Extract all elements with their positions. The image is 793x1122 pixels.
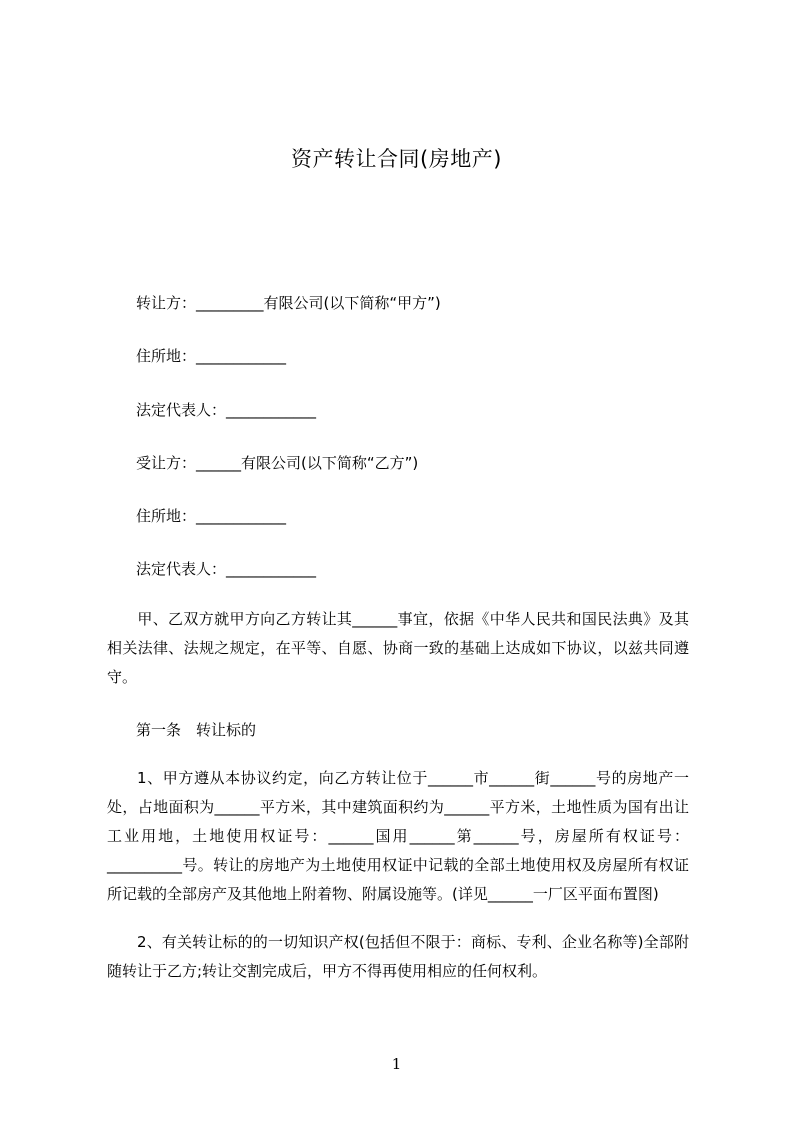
preamble-paragraph	[107, 605, 689, 692]
document-title: 资产转让合同(房地产)	[291, 147, 502, 171]
clause-2-text: 2、有关转让标的的一切知识产权(包括但不限于：商标、专利、企业名称等)全部附随转让于乙方;转让交割完成后，甲方不得再使用相应的任何权利。	[107, 933, 689, 980]
transferor-line: 转让方：_________有限公司(以下简称“甲方”)	[136, 294, 441, 312]
transferor-representative-line: 法定代表人：____________	[136, 401, 317, 419]
clause-1-text: 1、甲方遵从本协议约定，向乙方转让位于______市______街______号的房地产一处，占地面积为______平方米，其中建筑面积约为______平方米，土地性质为国有出让工业用地，土地使用权证号：______国用______第______号，房屋所有权证号：__________号。转让的房地产为土地使用权证中记载的全部土地使用权及房屋所有权证所记载的全部房产及其他地上附着物、附属设施等。(详见______一厂区平面布置图)	[107, 769, 689, 903]
clause-1-paragraph	[107, 764, 689, 909]
transferee-address-line: 住所地：____________	[136, 507, 287, 525]
transferor-address-line: 住所地：____________	[136, 347, 287, 365]
page-number: 1	[391, 1055, 402, 1073]
preamble-text: 甲、乙双方就甲方向乙方转让其______事宜，依据《中华人民共和国民法典》及其相关法律、法规之规定，在平等、自愿、协商一致的基础上达成如下协议，以兹共同遵守。	[107, 610, 689, 686]
transferee-line: 受让方：______有限公司(以下简称“乙方”)	[136, 454, 419, 472]
transferee-representative-line: 法定代表人：____________	[136, 560, 317, 578]
clause-2-paragraph	[107, 928, 689, 986]
article-1-heading: 第一条 转让标的	[136, 721, 257, 739]
